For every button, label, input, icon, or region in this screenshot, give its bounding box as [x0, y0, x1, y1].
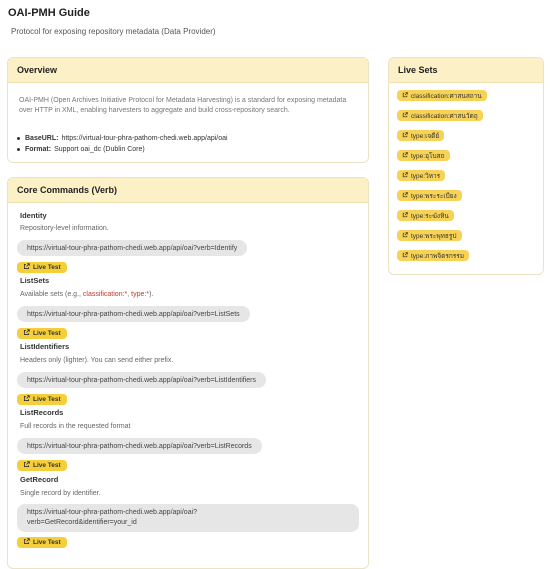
set-tag-label: type:พระพุทธรูป [411, 232, 457, 240]
set-tag[interactable] [397, 110, 483, 121]
page-subtitle: Protocol for exposing repository metadata (Data Provider) [11, 27, 216, 36]
set-tag-label: type:วิหาร [411, 172, 441, 180]
command-url-listsets[interactable]: https://virtual-tour-phra-pathom-chedi.web.app/api/oai?verb=ListSets [17, 306, 250, 322]
external-link-icon [402, 192, 408, 200]
command-url-getrecord[interactable] [17, 504, 359, 532]
set-tag[interactable] [397, 90, 487, 101]
external-link-icon [402, 232, 408, 240]
live-test-label: Live Test [33, 462, 61, 469]
bullet-icon [17, 137, 20, 140]
base-url-label: BaseURL: [25, 135, 59, 142]
set-tag[interactable] [397, 190, 462, 201]
set-tag-label: type:ภาพจิตรกรรม [411, 252, 465, 260]
external-link-icon [402, 172, 408, 180]
command-desc-identity: Repository-level information. [20, 225, 109, 232]
live-test-label: Live Test [33, 264, 61, 271]
live-test-button-getrecord[interactable] [17, 537, 67, 548]
command-desc-listidentifiers: Headers only (lighter). You can send either prefix. [20, 357, 174, 364]
command-name-listrecords: ListRecords [20, 408, 64, 417]
set-tag-label: type:อุโบสถ [411, 152, 445, 160]
desc-separator: , [127, 291, 132, 298]
command-url-listrecords[interactable]: https://virtual-tour-phra-pathom-chedi.web.app/api/oai?verb=ListRecords [17, 438, 262, 454]
live-test-button-listsets[interactable] [17, 328, 67, 339]
command-url-identity[interactable]: https://virtual-tour-phra-pathom-chedi.web.app/api/oai?verb=Identify [17, 240, 247, 256]
set-tag[interactable] [397, 230, 462, 241]
external-link-icon [402, 132, 408, 140]
external-link-icon [402, 252, 408, 260]
desc-highlight-classification: classification:* [82, 291, 128, 298]
external-link-icon [23, 395, 30, 404]
live-test-button-listidentifiers[interactable] [17, 394, 67, 405]
command-desc-getrecord: Single record by identifier. [20, 490, 101, 497]
external-link-icon [23, 329, 30, 338]
set-tag[interactable] [397, 170, 445, 181]
external-link-icon [402, 112, 408, 120]
format-row [17, 146, 145, 153]
core-commands-heading: Core Commands (Verb) [8, 178, 368, 203]
set-tag[interactable] [397, 150, 450, 161]
bullet-icon [17, 148, 20, 151]
base-url-row [17, 135, 228, 142]
page-title: OAI-PMH Guide [8, 7, 90, 19]
command-desc-listsets [20, 291, 153, 298]
live-test-label: Live Test [33, 539, 61, 546]
external-link-icon [402, 92, 408, 100]
set-tag[interactable] [397, 250, 469, 261]
external-link-icon [402, 152, 408, 160]
core-commands-card [7, 177, 369, 569]
url-line-1: https://virtual-tour-phra-pathom-chedi.web.app/api/oai? [27, 509, 198, 516]
live-sets-card [388, 57, 544, 275]
base-url-value[interactable]: https://virtual-tour-phra-pathom-chedi.web.app/api/oai [61, 135, 228, 142]
live-sets-heading: Live Sets [389, 58, 543, 83]
command-desc-listrecords: Full records in the requested format [20, 423, 131, 430]
external-link-icon [23, 263, 30, 272]
command-name-getrecord: GetRecord [20, 475, 59, 484]
desc-suffix: ). [149, 291, 154, 298]
format-value: Support oai_dc (Dublin Core) [54, 146, 145, 153]
set-tag[interactable] [397, 130, 444, 141]
command-name-listidentifiers: ListIdentifiers [20, 342, 70, 351]
live-test-button-identity[interactable] [17, 262, 67, 273]
desc-prefix: Available sets (e.g., [20, 291, 83, 298]
set-tag-label: type:เจดีย์ [411, 132, 440, 140]
external-link-icon [23, 538, 30, 547]
live-test-label: Live Test [33, 330, 61, 337]
set-tag[interactable] [397, 210, 454, 221]
set-tag-label: type:พระระเบียง [411, 192, 457, 200]
overview-description: OAI-PMH (Open Archives Initiative Protocol for Metadata Harvesting) is a standard for exposing metadata over HTTP in XML, enabling harvesters to aggregate and build cross-repository search. [19, 97, 347, 114]
set-tag-label: type:ระฆังหิน [411, 212, 449, 220]
external-link-icon [402, 212, 408, 220]
format-label: Format: [25, 146, 52, 153]
desc-highlight-type: type:* [131, 291, 150, 298]
url-line-2: verb=GetRecord&identifier=your_id [27, 519, 137, 526]
command-url-listidentifiers[interactable]: https://virtual-tour-phra-pathom-chedi.web.app/api/oai?verb=ListIdentifiers [17, 372, 266, 388]
overview-card [7, 57, 369, 163]
external-link-icon [23, 461, 30, 470]
command-name-identity: Identity [20, 211, 47, 220]
overview-heading: Overview [8, 58, 368, 83]
set-tag-label: classification:ศาสนวัตถุ [411, 112, 478, 120]
live-test-button-listrecords[interactable] [17, 460, 67, 471]
command-name-listsets: ListSets [20, 276, 50, 285]
set-tag-label: classification:ศาสนสถาน [411, 92, 482, 100]
live-test-label: Live Test [33, 396, 61, 403]
